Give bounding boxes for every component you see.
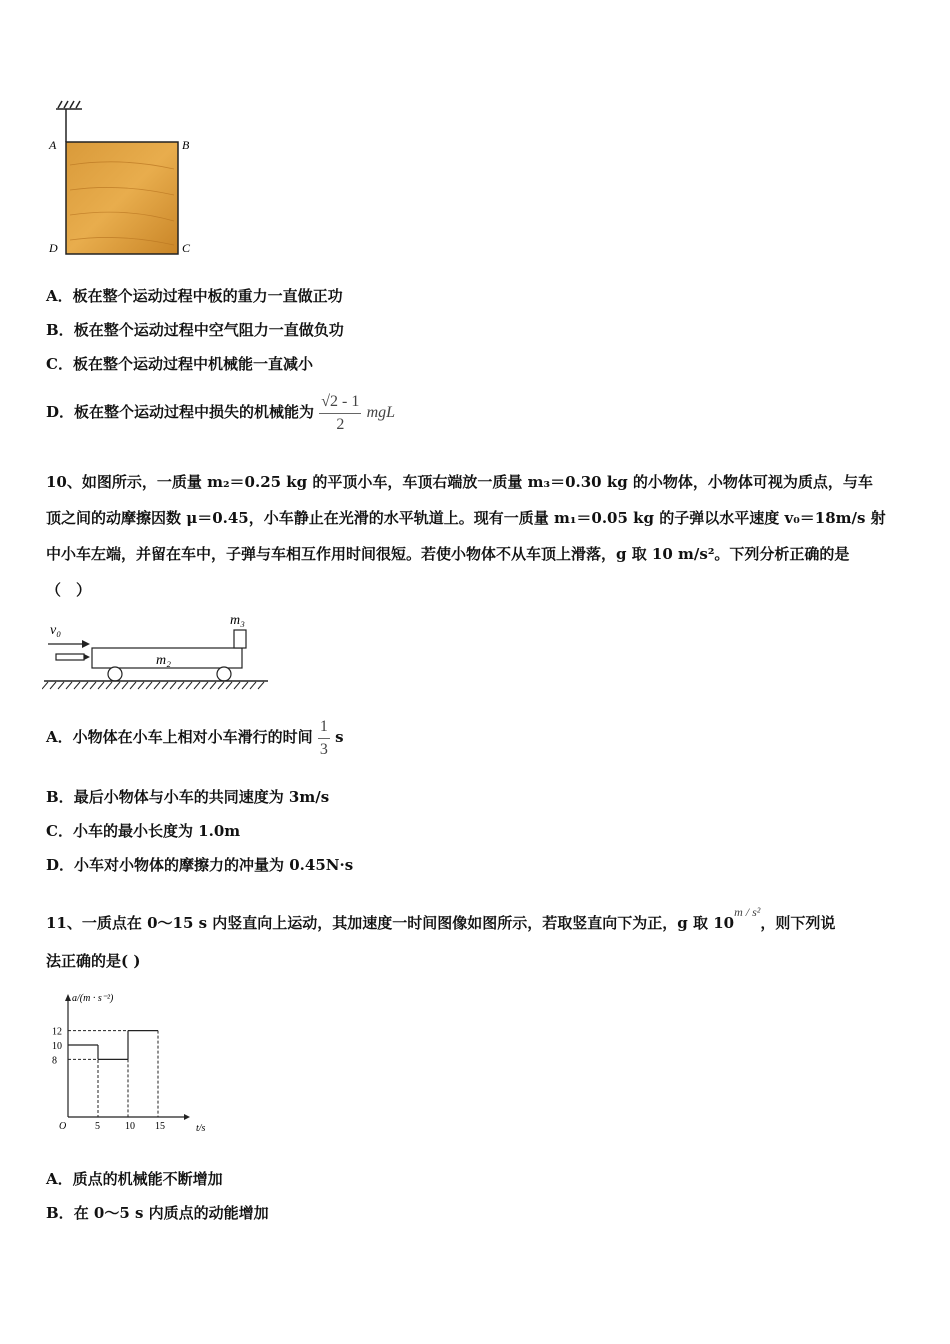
origin-label: O <box>59 1121 67 1132</box>
label-a: A <box>49 138 57 152</box>
hatch-stroke <box>154 682 160 689</box>
q11-line-1-tail: ，则下列说 <box>760 914 836 932</box>
option-label: D． <box>46 856 75 874</box>
q11-option-b <box>46 1203 269 1223</box>
q10-option-c <box>46 821 240 841</box>
gravity-unit: m / s² <box>734 905 761 919</box>
option-text: 板在整个运动过程中空气阻力一直做负功 <box>73 321 344 339</box>
option-text: 小车对小物体的摩擦力的冲量为 0.45N·s <box>74 856 354 874</box>
option-label: A． <box>46 287 73 305</box>
label-d: D <box>49 241 58 255</box>
option-label: D． <box>46 403 75 421</box>
hatch-stroke <box>42 682 48 689</box>
hatch-stroke <box>202 682 208 689</box>
hatch-stroke <box>162 682 168 689</box>
x-tick-label: 10 <box>125 1121 135 1132</box>
y-tick-label: 12 <box>52 1026 62 1038</box>
y-axis-arrow <box>65 994 71 1001</box>
hatch-stroke <box>146 682 152 689</box>
option-text: 板在整个运动过程中损失的机械能为 <box>74 403 315 421</box>
q10-stem <box>46 464 906 608</box>
m3-label: m₃ <box>230 613 245 628</box>
option-text: 板在整个运动过程中机械能一直减小 <box>72 355 313 373</box>
option-label: B． <box>46 321 74 339</box>
cart-figure <box>42 610 272 692</box>
hatch-stroke <box>106 682 112 689</box>
label-b: B <box>182 138 190 152</box>
option-label: B． <box>46 788 74 806</box>
ground-hatch <box>42 682 264 689</box>
hatch-stroke <box>194 682 200 689</box>
energy-loss-tail: mgL <box>366 404 396 421</box>
hatch-stroke <box>114 682 120 689</box>
square-plate-figure <box>40 95 210 265</box>
m2-label: m₂ <box>156 653 171 668</box>
option-label: C． <box>46 822 73 840</box>
q11-line-2: 法正确的是( ) <box>46 952 141 970</box>
hatch-stroke <box>234 682 240 689</box>
x-axis-label: t/s <box>196 1123 206 1134</box>
x-tick-label: 15 <box>155 1121 165 1132</box>
wheel-left <box>108 667 122 681</box>
q9-option-a <box>46 286 343 306</box>
time-fraction <box>318 716 330 761</box>
q10-option-b <box>46 787 329 807</box>
hatch-stroke <box>58 682 64 689</box>
small-block <box>234 630 246 648</box>
hatch-stroke <box>258 682 264 689</box>
bullet <box>56 654 84 660</box>
option-label: A． <box>46 1170 73 1188</box>
hatch-stroke <box>178 682 184 689</box>
fraction-numerator: √2 - 1 <box>321 392 360 410</box>
hatch-stroke <box>242 682 248 689</box>
q9-option-d <box>46 390 395 436</box>
option-text: 板在整个运动过程中板的重力一直做正功 <box>72 287 343 305</box>
option-text: 质点的机械能不断增加 <box>72 1170 223 1188</box>
hatch-stroke <box>138 682 144 689</box>
option-label: C． <box>46 355 73 373</box>
y-tick-label: 8 <box>52 1055 57 1067</box>
q10-line-3: 中小车左端，并留在车中，子弹与车相互作用时间很短。若使小物体不从车顶上滑落，g 取 10 m/s²。下列分析正确的是 <box>46 545 850 563</box>
velocity-arrow-head <box>82 640 90 648</box>
option-text: 在 0～5 s 内质点的动能增加 <box>73 1204 269 1222</box>
q9-option-c <box>46 354 313 374</box>
option-text: 小车的最小长度为 1.0m <box>72 822 241 840</box>
q10-line-2: 顶之间的动摩擦因数 μ＝0.45，小车静止在光滑的水平轨道上。现有一质量 m₁＝0.05 kg 的子弹以水平速度 v₀＝18m/s 射 <box>46 509 886 527</box>
chart-marks <box>52 994 190 1132</box>
hatch-stroke <box>170 682 176 689</box>
hatch-stroke <box>186 682 192 689</box>
hatch-stroke <box>122 682 128 689</box>
hatch-stroke <box>74 682 80 689</box>
y-tick-label: 10 <box>52 1041 62 1052</box>
ceiling-hatch <box>56 101 82 109</box>
wheel-right <box>217 667 231 681</box>
hatch-stroke <box>210 682 216 689</box>
q11-option-a <box>46 1169 223 1189</box>
hatch-stroke <box>50 682 56 689</box>
label-c: C <box>182 241 191 255</box>
q10-option-d <box>46 855 353 875</box>
time-unit: s <box>335 728 344 746</box>
hatch-stroke <box>218 682 224 689</box>
fraction-denominator: 3 <box>318 738 330 761</box>
energy-loss-fraction <box>319 391 361 436</box>
option-label: B． <box>46 1204 74 1222</box>
option-label: A． <box>46 728 73 746</box>
hatch-stroke <box>82 682 88 689</box>
hatch-stroke <box>66 682 72 689</box>
hatch-stroke <box>250 682 256 689</box>
option-text: 最后小物体与小车的共同速度为 3m/s <box>73 788 330 806</box>
q10-line-1: 10、如图所示，一质量 m₂＝0.25 kg 的平顶小车，车顶右端放一质量 m₃＝0.30 kg 的小物体，小物体可视为质点，与车 <box>46 473 873 491</box>
q9-option-b <box>46 320 344 340</box>
wood-plate <box>66 142 178 254</box>
hatch-stroke <box>130 682 136 689</box>
q10-option-a <box>46 700 344 774</box>
x-axis-arrow <box>184 1114 190 1120</box>
hatch-stroke <box>226 682 232 689</box>
fraction-numerator: 1 <box>319 717 328 735</box>
hatch-stroke <box>98 682 104 689</box>
hatch-stroke <box>90 682 96 689</box>
q11-line-1 <box>46 900 835 935</box>
q10-line-4: （ ） <box>46 581 92 599</box>
y-axis-label: a/(m · s⁻²) <box>72 993 114 1004</box>
acceleration-time-chart <box>40 985 220 1135</box>
fraction-denominator: 2 <box>319 413 361 436</box>
x-tick-label: 5 <box>95 1121 100 1132</box>
bullet-tip <box>84 654 90 660</box>
q11-line-1-text: 11、一质点在 0～15 s 内竖直向上运动，其加速度一时间图像如图所示，若取竖直向下为正，g 取 10 <box>46 914 735 932</box>
option-text: 小物体在小车上相对小车滑行的时间 <box>72 728 313 746</box>
v0-label: v₀ <box>50 623 62 638</box>
